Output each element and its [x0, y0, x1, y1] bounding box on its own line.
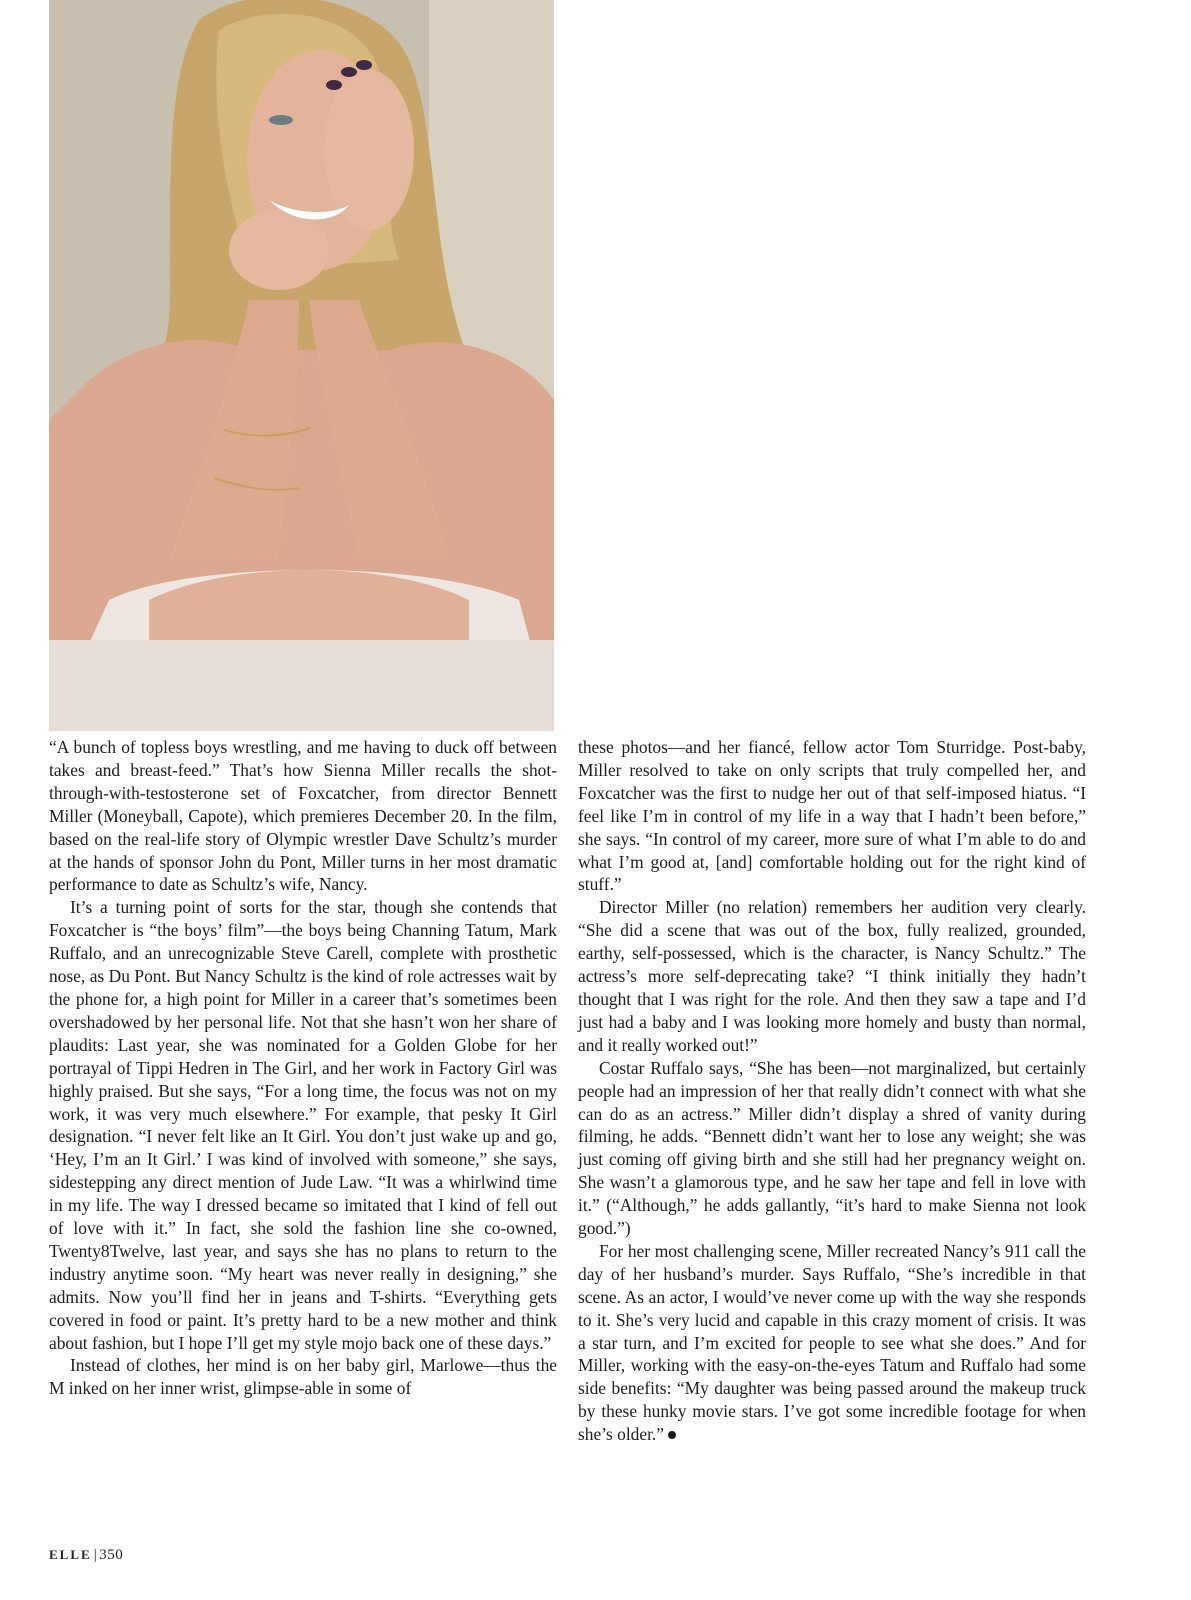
article-paragraph: Director Miller (no relation) remembers her audition very clearly. “She did a scene that was out of the box, fully realized, grounded, earthy, self-possessed, which is the character, is Nancy Schultz.” The actress’s more self-deprecating take? “I think initially they hadn’t thought that I was right for the role. And then they saw a tape and I’d just had a baby and I was looking more homely and busty than normal, and it really worked out!”: [578, 897, 1086, 1055]
article-paragraph: Instead of clothes, her mind is on her baby girl, Marlowe—thus the M inked on her inner wrist, glimpse-able in some of: [49, 1355, 557, 1399]
page-number: 350: [99, 1547, 124, 1563]
article-paragraph: these photos—and her fiancé, fellow actor Tom Sturridge. Post-baby, Miller resolved to take on only scripts that truly compelled her, and Foxcatcher was the first to nudge her out of that self-imposed hiatus. “I feel like I’m in control of my life in a way that I hadn’t been before,” she says. “In control of my career, more sure of what I’m able to do and what I’m good at, [and] comfortable holding out for the right kind of stuff.”: [578, 737, 1086, 895]
article-paragraph-text: For her most challenging scene, Miller recreated Nancy’s 911 call the day of her husband’s murder. Says Ruffalo, “She’s incredible in that scene. As an actor, I would’ve never come up with the way she responds to it. She’s very lucid and capable in this crazy moment of crisis. It was a star turn, and I’m excited for people to see what she does.” And for Miller, working with the easy-on-the-eyes Tatum and Ruffalo had some side benefits: “My daughter was being passed around the makeup truck by these hunky movie stars. I’ve got some incredible footage for when she’s older.”: [578, 1240, 1086, 1445]
magazine-brand: ELLE: [49, 1547, 92, 1562]
article-column-left: [49, 736, 557, 1400]
folio-separator: |: [93, 1547, 98, 1563]
portrait-photo: [49, 0, 554, 731]
article-column-right: [578, 736, 1086, 1446]
page-folio: [49, 1547, 123, 1564]
article-paragraph-final: [578, 1240, 1086, 1446]
article-paragraph: “A bunch of topless boys wrestling, and me having to duck off between takes and breast-feed.” That’s how Sienna Miller recalls the shot-through-with-testosterone set of Foxcatcher, from director Bennett Miller (Moneyball, Capote), which premieres December 20. In the film, based on the real-life story of Olympic wrestler Dave Schultz’s murder at the hands of sponsor John du Pont, Miller turns in her most dramatic performance to date as Schultz’s wife, Nancy.: [49, 737, 557, 895]
end-mark-icon: [668, 1431, 676, 1439]
article-paragraph: It’s a turning point of sorts for the star, though she contends that Foxcatcher is “the boys’ film”—the boys being Channing Tatum, Mark Ruffalo, and an unrecognizable Steve Carell, complete with prosthetic nose, as Du Pont. But Nancy Schultz is the kind of role actresses wait by the phone for, a high point for Miller in a career that’s sometimes been overshadowed by her personal life. Not that she hasn’t won her share of plaudits: Last year, she was nominated for a Golden Globe for her portrayal of Tippi Hedren in The Girl, and her work in Factory Girl was highly praised. But she says, “For a long time, the focus was not on my work, it was very much elsewhere.” For example, that pesky It Girl designation. “I never felt like an It Girl. You don’t just wake up and go, ‘Hey, I’m an It Girl.’ I was kind of involved with someone,” she says, sidestepping any direct mention of Jude Law. “It was a whirlwind time in my life. The way I dressed became so imitated that I kind of fell out of love with it.” In fact, she sold the fashion line she co-owned, Twenty8Twelve, last year, and says she has no plans to return to the industry anytime soon. “My heart was never really in designing,” she admits. Now you’ll find her in jeans and T-shirts. “Everything gets covered in food or paint. It’s pretty hard to be a new mother and think about fashion, but I hope I’ll get my style mojo back one of these days.”: [49, 897, 557, 1353]
portrait-illustration: [49, 0, 554, 731]
article-paragraph: Costar Ruffalo says, “She has been—not marginalized, but certainly people had an impression of her that really didn’t connect with what she can do as an actress.” Miller didn’t display a shred of vanity during filming, he adds. “Bennett didn’t want her to lose any weight; she was just coming off giving birth and she still had her pregnancy weight on. She wasn’t a glamorous type, and he saw her tape and fell in love with it.” (“Although,” he adds gallantly, “it’s hard to make Sienna not look good.”): [578, 1057, 1086, 1239]
